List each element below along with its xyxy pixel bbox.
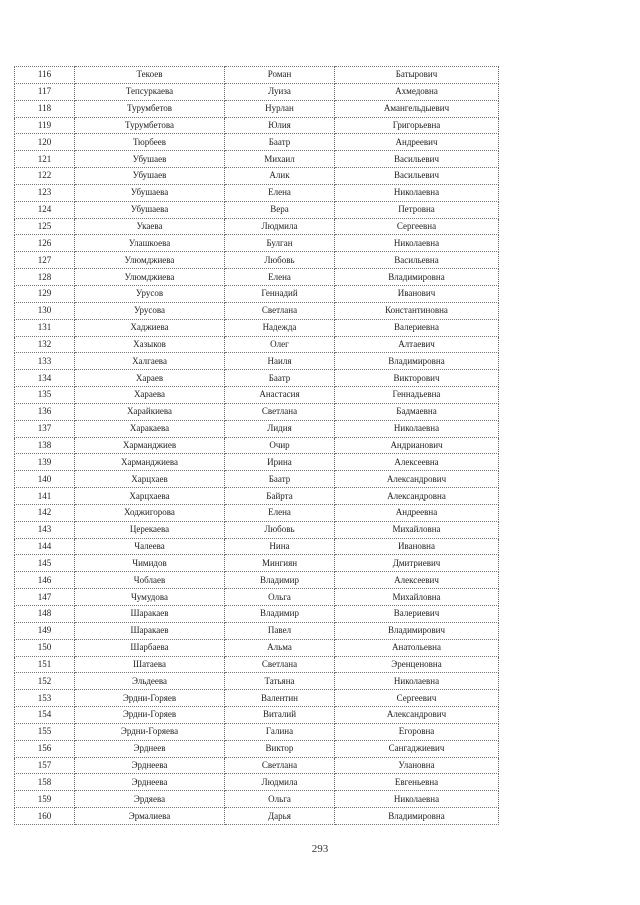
table-row <box>15 707 499 724</box>
table-row <box>15 690 499 707</box>
patronymic-cell: Васильевич <box>335 168 499 185</box>
patronymic-cell: Васильевич <box>335 151 499 168</box>
table-row <box>15 572 499 589</box>
row-number-cell: 120 <box>15 134 75 151</box>
first-name-cell: Булган <box>225 235 335 252</box>
table-row <box>15 606 499 623</box>
table-row <box>15 168 499 185</box>
patronymic-cell: Михайловна <box>335 521 499 538</box>
surname-cell: Текоев <box>75 67 225 84</box>
row-number-cell: 137 <box>15 420 75 437</box>
first-name-cell: Светлана <box>225 302 335 319</box>
patronymic-cell: Ахмедовна <box>335 83 499 100</box>
surname-cell: Турумбетова <box>75 117 225 134</box>
table-row <box>15 504 499 521</box>
table-row <box>15 656 499 673</box>
patronymic-cell: Валериевич <box>335 606 499 623</box>
first-name-cell: Виталий <box>225 707 335 724</box>
first-name-cell: Баатр <box>225 471 335 488</box>
row-number-cell: 144 <box>15 538 75 555</box>
first-name-cell: Валентин <box>225 690 335 707</box>
row-number-cell: 130 <box>15 302 75 319</box>
table-row <box>15 538 499 555</box>
table-row <box>15 100 499 117</box>
first-name-cell: Анастасия <box>225 387 335 404</box>
row-number-cell: 138 <box>15 437 75 454</box>
table-row <box>15 285 499 302</box>
first-name-cell: Нурлан <box>225 100 335 117</box>
row-number-cell: 124 <box>15 201 75 218</box>
row-number-cell: 134 <box>15 370 75 387</box>
row-number-cell: 129 <box>15 285 75 302</box>
patronymic-cell: Александровна <box>335 488 499 505</box>
surname-cell: Хараев <box>75 370 225 387</box>
row-number-cell: 156 <box>15 740 75 757</box>
first-name-cell: Ольга <box>225 791 335 808</box>
surname-cell: Харайкиева <box>75 403 225 420</box>
surname-cell: Убушаев <box>75 151 225 168</box>
first-name-cell: Роман <box>225 67 335 84</box>
table-row <box>15 218 499 235</box>
table-row <box>15 723 499 740</box>
table-row <box>15 521 499 538</box>
patronymic-cell: Петровна <box>335 201 499 218</box>
row-number-cell: 153 <box>15 690 75 707</box>
table-row <box>15 235 499 252</box>
patronymic-cell: Николаевна <box>335 420 499 437</box>
first-name-cell: Олег <box>225 336 335 353</box>
table-row <box>15 740 499 757</box>
row-number-cell: 149 <box>15 622 75 639</box>
first-name-cell: Юлия <box>225 117 335 134</box>
first-name-cell: Альма <box>225 639 335 656</box>
row-number-cell: 145 <box>15 555 75 572</box>
table-row <box>15 791 499 808</box>
surname-cell: Эрмалиева <box>75 808 225 825</box>
surname-cell: Хазыков <box>75 336 225 353</box>
surname-cell: Чалеева <box>75 538 225 555</box>
patronymic-cell: Владимировна <box>335 353 499 370</box>
surname-cell: Тюрбеев <box>75 134 225 151</box>
surname-cell: Харакаева <box>75 420 225 437</box>
patronymic-cell: Сергеевна <box>335 218 499 235</box>
row-number-cell: 160 <box>15 808 75 825</box>
first-name-cell: Любовь <box>225 252 335 269</box>
first-name-cell: Любовь <box>225 521 335 538</box>
first-name-cell: Татьяна <box>225 673 335 690</box>
first-name-cell: Людмила <box>225 218 335 235</box>
surname-cell: Эрднеева <box>75 774 225 791</box>
row-number-cell: 125 <box>15 218 75 235</box>
row-number-cell: 122 <box>15 168 75 185</box>
patronymic-cell: Улановна <box>335 757 499 774</box>
first-name-cell: Ольга <box>225 589 335 606</box>
patronymic-cell: Алексеевич <box>335 572 499 589</box>
surname-cell: Харманджиева <box>75 454 225 471</box>
surname-cell: Шарбаева <box>75 639 225 656</box>
row-number-cell: 150 <box>15 639 75 656</box>
first-name-cell: Владимир <box>225 572 335 589</box>
table-row <box>15 403 499 420</box>
row-number-cell: 151 <box>15 656 75 673</box>
table-row <box>15 134 499 151</box>
table-row <box>15 201 499 218</box>
surname-cell: Хаджиева <box>75 319 225 336</box>
first-name-cell: Мингиян <box>225 555 335 572</box>
surname-cell: Урусов <box>75 285 225 302</box>
row-number-cell: 141 <box>15 488 75 505</box>
patronymic-cell: Ивановна <box>335 538 499 555</box>
patronymic-cell: Андреевич <box>335 134 499 151</box>
table-row <box>15 808 499 825</box>
surname-cell: Шатаева <box>75 656 225 673</box>
surname-cell: Чумудова <box>75 589 225 606</box>
row-number-cell: 117 <box>15 83 75 100</box>
first-name-cell: Светлана <box>225 403 335 420</box>
first-name-cell: Людмила <box>225 774 335 791</box>
patronymic-cell: Николаевна <box>335 184 499 201</box>
surname-cell: Халгаева <box>75 353 225 370</box>
patronymic-cell: Анатольевна <box>335 639 499 656</box>
patronymic-cell: Александрович <box>335 471 499 488</box>
row-number-cell: 131 <box>15 319 75 336</box>
patronymic-cell: Андреевна <box>335 504 499 521</box>
table-row <box>15 269 499 286</box>
row-number-cell: 142 <box>15 504 75 521</box>
row-number-cell: 123 <box>15 184 75 201</box>
surname-cell: Эрднеева <box>75 757 225 774</box>
patronymic-cell: Николаевна <box>335 673 499 690</box>
patronymic-cell: Васильевна <box>335 252 499 269</box>
row-number-cell: 147 <box>15 589 75 606</box>
roster-table-body <box>15 67 499 825</box>
surname-cell: Чоблаев <box>75 572 225 589</box>
surname-cell: Улюмджиева <box>75 269 225 286</box>
table-row <box>15 420 499 437</box>
surname-cell: Турумбетов <box>75 100 225 117</box>
row-number-cell: 118 <box>15 100 75 117</box>
row-number-cell: 136 <box>15 403 75 420</box>
patronymic-cell: Алексеевна <box>335 454 499 471</box>
table-row <box>15 639 499 656</box>
patronymic-cell: Владимировна <box>335 808 499 825</box>
surname-cell: Улашкоева <box>75 235 225 252</box>
row-number-cell: 119 <box>15 117 75 134</box>
first-name-cell: Светлана <box>225 757 335 774</box>
table-row <box>15 370 499 387</box>
surname-cell: Харцхаева <box>75 488 225 505</box>
table-row <box>15 673 499 690</box>
surname-cell: Эрднеев <box>75 740 225 757</box>
first-name-cell: Лидия <box>225 420 335 437</box>
surname-cell: Хараева <box>75 387 225 404</box>
patronymic-cell: Алтаевич <box>335 336 499 353</box>
patronymic-cell: Егоровна <box>335 723 499 740</box>
surname-cell: Шаракаев <box>75 606 225 623</box>
first-name-cell: Виктор <box>225 740 335 757</box>
row-number-cell: 116 <box>15 67 75 84</box>
row-number-cell: 128 <box>15 269 75 286</box>
table-row <box>15 622 499 639</box>
surname-cell: Чимидов <box>75 555 225 572</box>
row-number-cell: 127 <box>15 252 75 269</box>
patronymic-cell: Сергеевич <box>335 690 499 707</box>
patronymic-cell: Николаевна <box>335 235 499 252</box>
row-number-cell: 126 <box>15 235 75 252</box>
table-row <box>15 774 499 791</box>
patronymic-cell: Дмитриевич <box>335 555 499 572</box>
roster-table <box>14 66 499 825</box>
table-row <box>15 387 499 404</box>
table-row <box>15 437 499 454</box>
table-row <box>15 117 499 134</box>
row-number-cell: 133 <box>15 353 75 370</box>
first-name-cell: Павел <box>225 622 335 639</box>
surname-cell: Улюмджиева <box>75 252 225 269</box>
table-row <box>15 454 499 471</box>
row-number-cell: 135 <box>15 387 75 404</box>
first-name-cell: Елена <box>225 504 335 521</box>
table-row <box>15 83 499 100</box>
table-row <box>15 757 499 774</box>
first-name-cell: Дарья <box>225 808 335 825</box>
surname-cell: Харманджиев <box>75 437 225 454</box>
row-number-cell: 148 <box>15 606 75 623</box>
surname-cell: Убушаева <box>75 184 225 201</box>
table-row <box>15 336 499 353</box>
table-row <box>15 353 499 370</box>
table-row <box>15 319 499 336</box>
table-row <box>15 555 499 572</box>
patronymic-cell: Андрианович <box>335 437 499 454</box>
table-row <box>15 151 499 168</box>
patronymic-cell: Викторович <box>335 370 499 387</box>
patronymic-cell: Валериевна <box>335 319 499 336</box>
table-row <box>15 252 499 269</box>
row-number-cell: 121 <box>15 151 75 168</box>
first-name-cell: Баатр <box>225 134 335 151</box>
surname-cell: Шаракаев <box>75 622 225 639</box>
table-row <box>15 67 499 84</box>
patronymic-cell: Михайловна <box>335 589 499 606</box>
patronymic-cell: Григорьевна <box>335 117 499 134</box>
patronymic-cell: Амангельдыевич <box>335 100 499 117</box>
patronymic-cell: Эренценовна <box>335 656 499 673</box>
patronymic-cell: Батырович <box>335 67 499 84</box>
table-row <box>15 302 499 319</box>
first-name-cell: Геннадий <box>225 285 335 302</box>
surname-cell: Церекаева <box>75 521 225 538</box>
surname-cell: Ходжигорова <box>75 504 225 521</box>
first-name-cell: Очир <box>225 437 335 454</box>
row-number-cell: 159 <box>15 791 75 808</box>
patronymic-cell: Иванович <box>335 285 499 302</box>
first-name-cell: Елена <box>225 184 335 201</box>
surname-cell: Убушаева <box>75 201 225 218</box>
first-name-cell: Нина <box>225 538 335 555</box>
page-number: 293 <box>311 843 329 855</box>
first-name-cell: Светлана <box>225 656 335 673</box>
row-number-cell: 132 <box>15 336 75 353</box>
first-name-cell: Надежда <box>225 319 335 336</box>
table-row <box>15 184 499 201</box>
row-number-cell: 139 <box>15 454 75 471</box>
first-name-cell: Михаил <box>225 151 335 168</box>
table-row <box>15 488 499 505</box>
surname-cell: Эрдни-Горяев <box>75 690 225 707</box>
first-name-cell: Наиля <box>225 353 335 370</box>
patronymic-cell: Сангаджиевич <box>335 740 499 757</box>
patronymic-cell: Бадмаевна <box>335 403 499 420</box>
row-number-cell: 143 <box>15 521 75 538</box>
first-name-cell: Елена <box>225 269 335 286</box>
row-number-cell: 146 <box>15 572 75 589</box>
surname-cell: Убушаев <box>75 168 225 185</box>
first-name-cell: Луиза <box>225 83 335 100</box>
patronymic-cell: Константиновна <box>335 302 499 319</box>
patronymic-cell: Владимировна <box>335 269 499 286</box>
first-name-cell: Байрта <box>225 488 335 505</box>
table-row <box>15 589 499 606</box>
row-number-cell: 157 <box>15 757 75 774</box>
first-name-cell: Владимир <box>225 606 335 623</box>
patronymic-cell: Владимирович <box>335 622 499 639</box>
row-number-cell: 158 <box>15 774 75 791</box>
row-number-cell: 154 <box>15 707 75 724</box>
patronymic-cell: Александрович <box>335 707 499 724</box>
row-number-cell: 155 <box>15 723 75 740</box>
first-name-cell: Ирина <box>225 454 335 471</box>
row-number-cell: 140 <box>15 471 75 488</box>
surname-cell: Урусова <box>75 302 225 319</box>
first-name-cell: Вера <box>225 201 335 218</box>
surname-cell: Эльдеева <box>75 673 225 690</box>
table-row <box>15 471 499 488</box>
surname-cell: Эрдни-Горяев <box>75 707 225 724</box>
surname-cell: Эрдяева <box>75 791 225 808</box>
first-name-cell: Галина <box>225 723 335 740</box>
surname-cell: Укаева <box>75 218 225 235</box>
surname-cell: Тепсуркаева <box>75 83 225 100</box>
first-name-cell: Баатр <box>225 370 335 387</box>
row-number-cell: 152 <box>15 673 75 690</box>
patronymic-cell: Евгеньевна <box>335 774 499 791</box>
surname-cell: Харцхаев <box>75 471 225 488</box>
surname-cell: Эрдни-Горяева <box>75 723 225 740</box>
patronymic-cell: Геннадьевна <box>335 387 499 404</box>
patronymic-cell: Николаевна <box>335 791 499 808</box>
first-name-cell: Алик <box>225 168 335 185</box>
